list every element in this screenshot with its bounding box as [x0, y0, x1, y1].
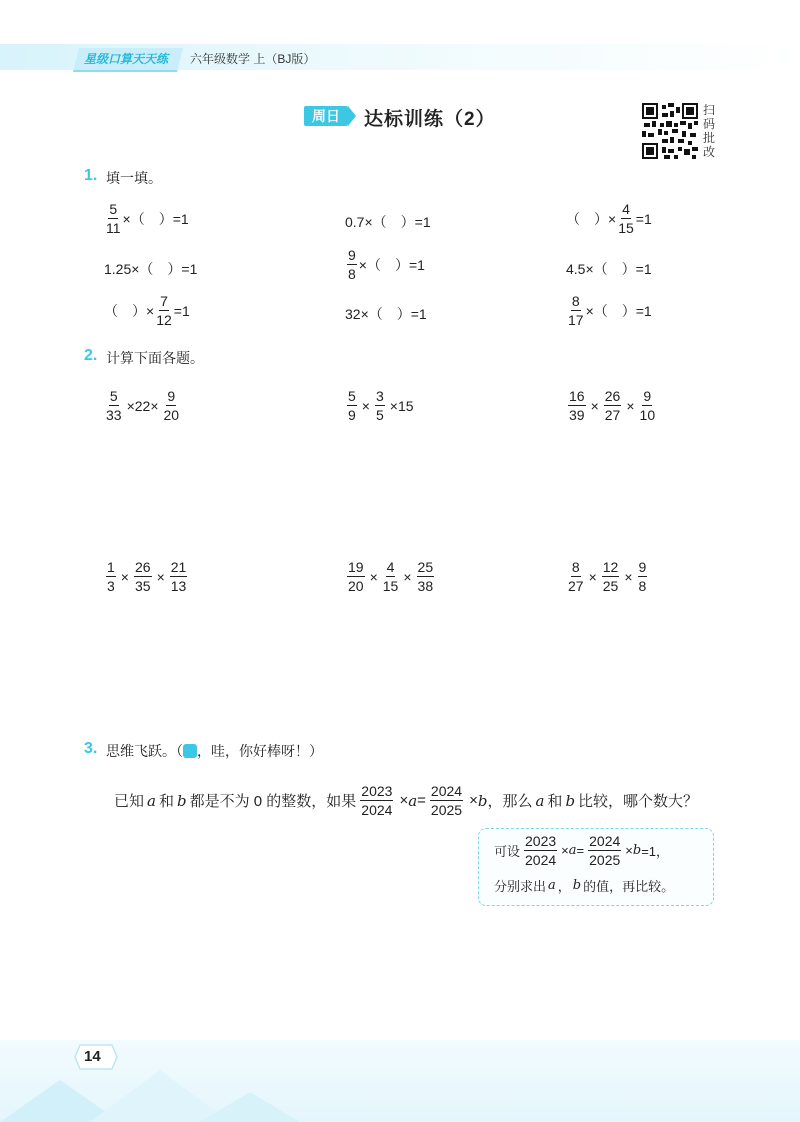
fill-problem-4: 1.25×（ ）=1 — [104, 261, 198, 277]
fraction: $\frac{4}{15}$ — [382, 559, 399, 594]
fraction: $\frac{25}{38}$ — [417, 559, 434, 594]
calc-problem-4: $\frac{1}{3}$ × $\frac{26}{35}$ × $\frac{21}{13}$ — [107, 559, 187, 594]
fill-problem-6: 4.5×（ ）=1 — [566, 261, 652, 277]
fraction: $\frac{4}{15}$ — [618, 201, 634, 236]
series-brand: 星级口算天天练 — [84, 52, 169, 66]
fraction: $\frac{12}{25}$ — [602, 559, 619, 594]
fill-problem-2: 0.7×（ ）=1 — [345, 214, 431, 230]
page-title: 达标训练（2） — [364, 109, 496, 130]
fraction: $\frac{5}{11}$ — [106, 201, 121, 236]
hint-line-2: 分别求出 a ， b 的值，再比较。 — [494, 878, 675, 894]
fraction: $\frac{2024}{2025}$ — [589, 833, 621, 868]
section-1-number: 1. — [84, 167, 98, 184]
fraction: $\frac{19}{20}$ — [348, 559, 364, 594]
section-2-heading: 计算下面各题。 — [106, 350, 204, 366]
section-3-question: 已知 a 和 b 都是不为 0 的整数，如果 $\frac{2023}{2024}$ × a = $\frac{2024}{2025}$ × b ，那么 a 和 b 比较，哪个数大？ — [114, 783, 699, 818]
fraction: $\frac{2024}{2025}$ — [430, 783, 463, 818]
fraction: $\frac{9}{8}$ — [638, 559, 647, 594]
fraction: $\frac{1}{3}$ — [107, 559, 115, 594]
fraction: $\frac{9}{10}$ — [639, 388, 656, 423]
fraction: $\frac{9}{8}$ — [348, 247, 356, 282]
fraction: $\frac{5}{33}$ — [106, 388, 122, 423]
fraction: $\frac{8}{27}$ — [568, 559, 584, 594]
fraction: $\frac{21}{13}$ — [170, 559, 187, 594]
calc-problem-2: $\frac{5}{9}$ × $\frac{3}{5}$ ×15 — [348, 388, 414, 423]
fill-problem-3: （ ）× $\frac{4}{15}$ =1 — [566, 201, 652, 236]
fill-problem-8: 32×（ ）=1 — [345, 306, 427, 322]
fraction: $\frac{26}{35}$ — [134, 559, 151, 594]
fraction: $\frac{5}{9}$ — [348, 388, 356, 423]
calc-problem-5: $\frac{19}{20}$ × $\frac{4}{15}$ × $\frac{25}{38}$ — [348, 559, 434, 594]
fraction: $\frac{7}{12}$ — [156, 293, 172, 328]
calc-problem-3: $\frac{16}{39}$ × $\frac{26}{27}$ × $\frac{9}{10}$ — [569, 388, 656, 423]
hint-line-1: 可设 $\frac{2023}{2024}$ × a = $\frac{2024}{2025}$ × b =1， — [494, 833, 670, 868]
scan-char: 批 — [702, 131, 715, 145]
fraction: $\frac{8}{17}$ — [568, 293, 584, 328]
thumbs-up-icon — [183, 744, 197, 758]
calc-problem-1: $\frac{5}{33}$ ×22× $\frac{9}{20}$ — [106, 388, 180, 423]
footer-decoration — [0, 1040, 800, 1122]
fraction: $\frac{16}{39}$ — [569, 388, 585, 423]
fraction: $\frac{2023}{2024}$ — [525, 833, 557, 868]
day-badge-arrow — [348, 106, 356, 126]
section-1-heading: 填一填。 — [106, 170, 162, 186]
section-3-number: 3. — [84, 740, 98, 757]
scan-to-grade-label — [701, 103, 717, 159]
fraction: $\frac{3}{5}$ — [375, 388, 384, 423]
section-2-number: 2. — [84, 347, 98, 364]
fill-problem-1: $\frac{5}{11}$ ×（ ）=1 — [106, 201, 189, 236]
section-3-heading: 思维飞跃。（ ，哇，你好棒呀！） — [106, 743, 323, 759]
fill-problem-5: $\frac{9}{8}$ ×（ ）=1 — [348, 247, 425, 282]
scan-char: 码 — [702, 117, 715, 131]
fill-problem-9: $\frac{8}{17}$ ×（ ）=1 — [568, 293, 652, 328]
fill-problem-7: （ ）× $\frac{7}{12}$ =1 — [104, 293, 190, 328]
calc-problem-6: $\frac{8}{27}$ × $\frac{12}{25}$ × $\frac{9}{8}$ — [568, 559, 647, 594]
fraction: $\frac{2023}{2024}$ — [361, 783, 393, 818]
page-number: 14 — [84, 1048, 101, 1065]
fraction: $\frac{26}{27}$ — [604, 388, 621, 423]
book-title: 六年级数学 上（BJ版） — [190, 52, 316, 66]
scan-char: 改 — [702, 145, 715, 159]
fraction: $\frac{9}{20}$ — [163, 388, 180, 423]
qr-code-icon[interactable] — [642, 103, 698, 159]
day-badge: 周日 — [304, 106, 348, 126]
scan-char: 扫 — [702, 103, 715, 117]
